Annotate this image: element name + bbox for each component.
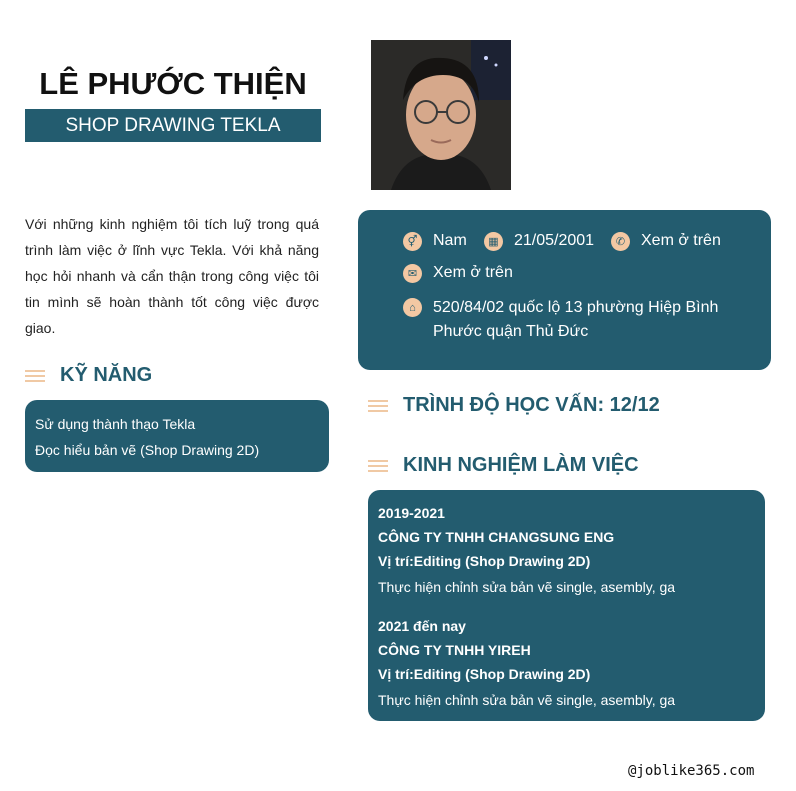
phone-value: Xem ở trên: [641, 232, 721, 249]
birthday-row: [484, 232, 594, 251]
phone-icon: ✆: [611, 232, 630, 251]
experience-company: CÔNG TY TNHH YIREH: [378, 642, 531, 658]
list-icon: [368, 459, 388, 473]
phone-row: [611, 232, 721, 251]
experience-description: Thực hiện chỉnh sửa bản vẽ single, asembly, ga: [378, 579, 676, 595]
contact-info-box: [358, 210, 771, 370]
mail-icon: ✉: [403, 264, 422, 283]
list-icon: [368, 399, 388, 413]
intro-text: Với những kinh nghiệm tôi tích luỹ trong quá trình làm việc ở lĩnh vực Tekla. Với khả năng học hỏi nhanh và cẩn thận trong công việc tôi tin mình sẽ hoàn thành tốt công việc được giao.: [25, 216, 319, 336]
birthday-value: 21/05/2001: [514, 232, 595, 249]
job-title: SHOP DRAWING TEKLA: [25, 109, 321, 142]
footer-watermark: @joblike365.com: [628, 763, 755, 779]
experience-item: [378, 614, 755, 712]
experience-company: CÔNG TY TNHH CHANGSUNG ENG: [378, 529, 615, 545]
address-value: 520/84/02 quốc lộ 13 phường Hiệp Bình Phước quận Thủ Đức: [433, 299, 719, 340]
experience-item: [378, 501, 755, 599]
email-value: Xem ở trên: [433, 264, 513, 281]
profile-photo: [371, 40, 511, 190]
experience-period: 2021 đến nay: [378, 618, 466, 634]
skills-box: [25, 400, 329, 472]
experience-period: 2019-2021: [378, 505, 445, 521]
experience-position: Vị trí:Editing (Shop Drawing 2D): [378, 553, 591, 569]
calendar-icon: ▦: [484, 232, 503, 251]
gender-icon: ⚥: [403, 232, 422, 251]
gender-row: [403, 232, 467, 251]
education-heading-label: TRÌNH ĐỘ HỌC VẤN: 12/12: [403, 394, 660, 416]
experience-heading-label: KINH NGHIỆM LÀM VIỆC: [403, 454, 639, 476]
experience-heading: [368, 454, 639, 477]
candidate-name: LÊ PHƯỚC THIỆN: [39, 66, 307, 101]
skills-heading: [25, 364, 152, 387]
skills-heading-label: KỸ NĂNG: [60, 364, 153, 386]
education-heading: [368, 394, 660, 417]
email-row: [403, 264, 513, 283]
skill-item: Sử dụng thành thạo Tekla: [35, 416, 196, 432]
address-row: [403, 296, 733, 344]
experience-description: Thực hiện chỉnh sửa bản vẽ single, asembly, ga: [378, 692, 676, 708]
skill-item: Đọc hiểu bản vẽ (Shop Drawing 2D): [35, 442, 260, 458]
experience-position: Vị trí:Editing (Shop Drawing 2D): [378, 666, 591, 682]
gender-value: Nam: [433, 232, 467, 249]
experience-box: [368, 490, 765, 721]
list-icon: [25, 369, 45, 383]
home-icon: ⌂: [403, 298, 422, 317]
